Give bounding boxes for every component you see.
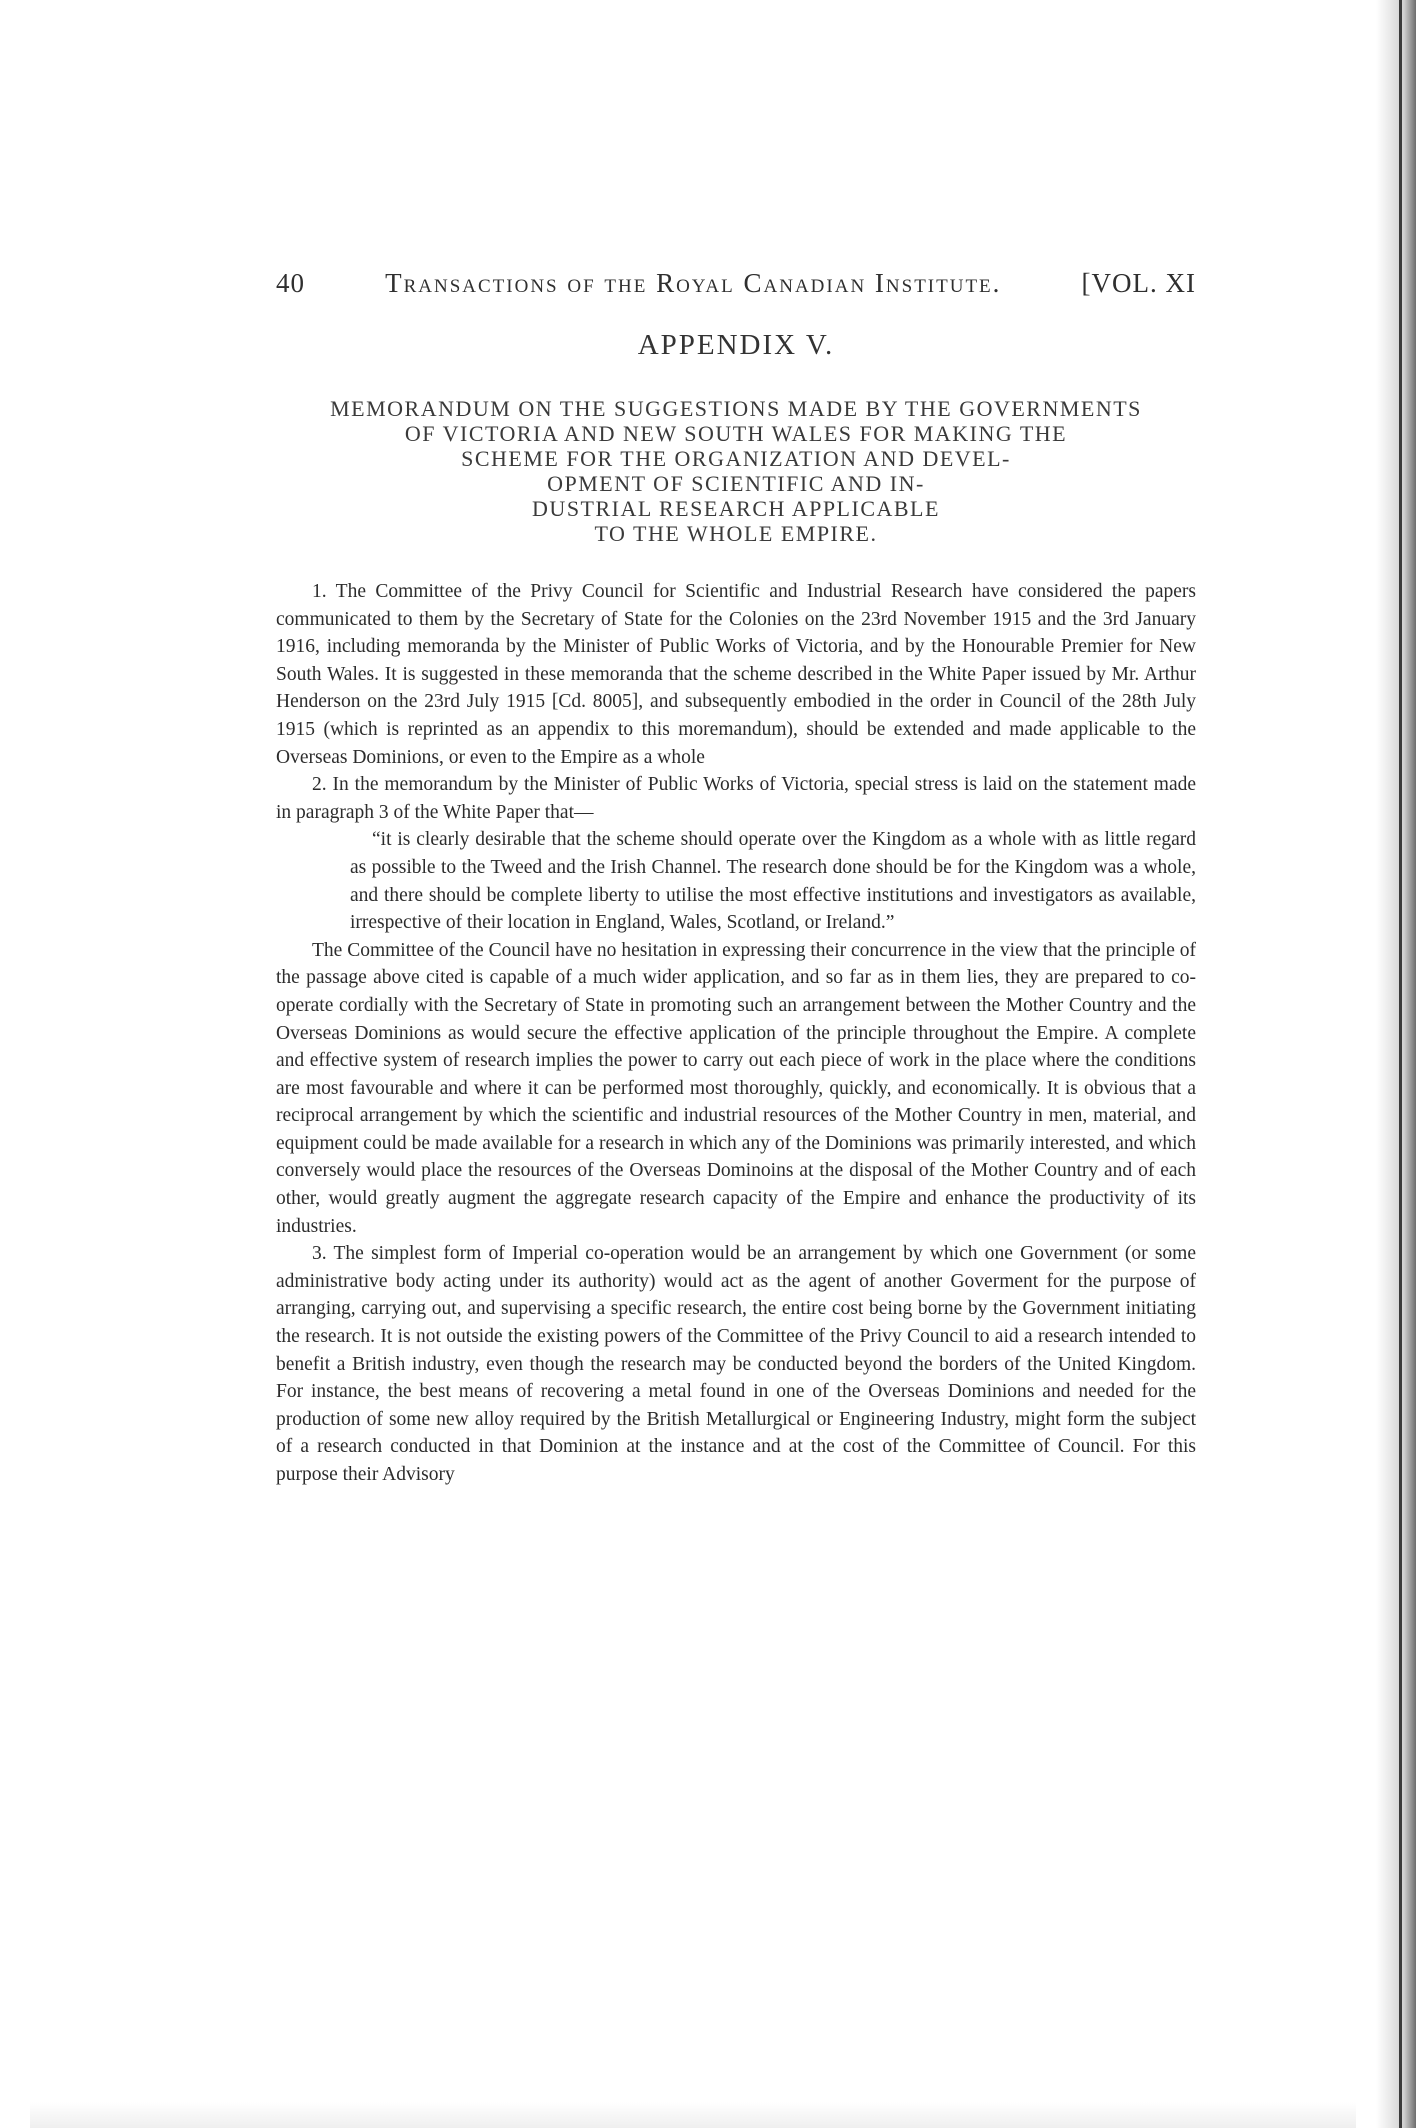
page-bottom-shadow bbox=[30, 2102, 1356, 2128]
journal-title: Transactions of the Royal Canadian Institute. bbox=[385, 268, 1002, 298]
appendix-title: APPENDIX V. bbox=[637, 329, 835, 361]
memo-title-line: SCHEME FOR THE ORGANIZATION AND DEVEL- bbox=[461, 446, 1011, 471]
page-text-area bbox=[276, 268, 1196, 1489]
memo-title-line: MEMORANDUM ON THE SUGGESTIONS MADE BY THE GOVERNMENTS bbox=[330, 396, 1142, 421]
running-head bbox=[276, 268, 1196, 299]
paragraph-1: 1. The Committee of the Privy Council for Scientific and Industrial Research have considered the papers communicated to them by the Secretary of State for the Colonies on the 23rd November 1915 and the 3rd January 1916, including memoranda by the Minister of Public Works of Victoria, and by the Honourable Premier for New South Wales. It is suggested in these memoranda that the scheme described in the White Paper issued by Mr. Arthur Henderson on the 23rd July 1915 [Cd. 8005], and subsequently embodied in the order in Council of the 28th July 1915 (which is reprinted as an appendix to this moremandum), should be extended and made applicable to the Overseas Dominions, or even to the Empire as a whole bbox=[276, 581, 1196, 768]
memorandum-title bbox=[276, 396, 1196, 546]
paragraph-2-continued: The Committee of the Council have no hesitation in expressing their concurrence in the view that the principle of the passage above cited is capable of a much wider application, and so far as in them lies, they are prepared to co-operate cordially with the Secretary of State in promoting such an arrangement between the Mother Country and the Overseas Dominions as would secure the effective application of the principle throughout the Empire. A complete and effective system of research implies the power to carry out each piece of work in the place where the conditions are most favourable and where it can be performed most thoroughly, quickly, and economically. It is obvious that a reciprocal arrangement by which the scientific and industrial resources of the Mother Country in men, material, and equipment could be made available for a research in which any of the Dominions was primarily interested, and which conversely would place the resources of the Overseas Dominoins at the disposal of the Mother Country and of each other, would greatly augment the aggregate research capacity of the Empire and enhance the productivity of its industries. bbox=[276, 939, 1196, 1237]
memo-title-line: DUSTRIAL RESEARCH APPLICABLE bbox=[532, 496, 940, 521]
paragraph-2: 2. In the memorandum by the Minister of Public Works of Victoria, special stress is laid on the statement made in paragraph 3 of the White Paper that— bbox=[276, 774, 1196, 823]
paragraph-3: 3. The simplest form of Imperial co-operation would be an arrangement by which one Government (or some administrative body acting under its authority) would act as the agent of another Goverment for the purpose of arranging, carrying out, and supervising a specific research, the entire cost being borne by the Government initiating the research. It is not outside the existing powers of the Committee of the Privy Council to aid a research intended to benefit a British industry, even though the research may be conducted beyond the borders of the United Kingdom. For instance, the best means of recovering a metal found in one of the Overseas Dominions and needed for the production of some new alloy required by the British Metallurgical or Engineering Industry, might form the subject of a research conducted in that Dominion at the instance and at the cost of the Committee of Council. For this purpose their Advisory bbox=[276, 1243, 1196, 1485]
volume-label: [VOL. XI bbox=[1081, 268, 1196, 298]
page-edge-shadow bbox=[1376, 0, 1416, 2128]
block-quote: “it is clearly desirable that the scheme should operate over the Kingdom as a whole with as little regard as possible to the Tweed and the Irish Channel. The research done should be for the Kingdom was a whole, and there should be complete liberty to utilise the most effective institutions and investigators as available, irrespective of their location in England, Wales, Scotland, or Ireland.” bbox=[350, 829, 1196, 934]
page-number: 40 bbox=[276, 268, 305, 298]
memo-title-line: OPMENT OF SCIENTIFIC AND IN- bbox=[547, 471, 925, 496]
memo-title-line: OF VICTORIA AND NEW SOUTH WALES FOR MAKING THE bbox=[404, 421, 1068, 446]
memo-title-line: TO THE WHOLE EMPIRE. bbox=[594, 521, 878, 546]
page-edge-line bbox=[1399, 0, 1402, 2128]
